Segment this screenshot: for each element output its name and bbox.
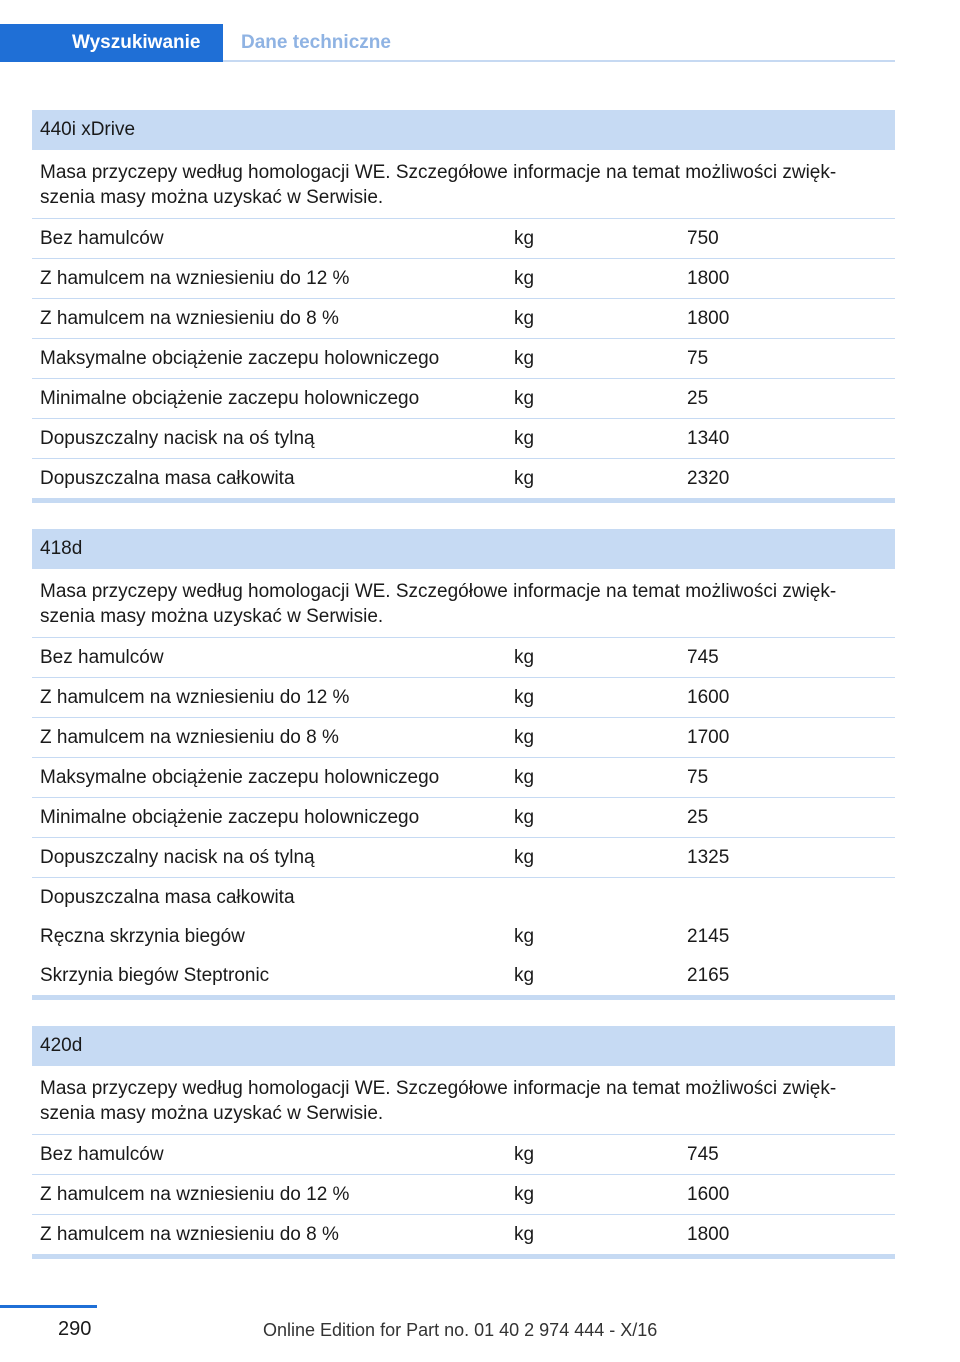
- table-row: [32, 259, 895, 299]
- table-row: [32, 379, 895, 419]
- table-row: [32, 798, 895, 838]
- row-label: Skrzynia biegów Steptronic: [40, 965, 270, 986]
- row-label: Dopuszczalny nacisk na oś tylną: [40, 428, 315, 449]
- table-row: [32, 878, 895, 917]
- row-unit: kg: [514, 687, 535, 708]
- row-label: Z hamulcem na wzniesieniu do 8 %: [40, 1224, 339, 1245]
- row-label: Maksymalne obciążenie zaczepu holowniczego: [40, 348, 440, 369]
- row-unit: kg: [514, 767, 535, 788]
- row-unit: kg: [514, 428, 535, 449]
- row-value: 75: [687, 348, 709, 369]
- row-value: 1600: [687, 687, 730, 708]
- spec-section-420d: [32, 1026, 895, 1259]
- row-value: 2165: [687, 965, 730, 986]
- tab-underline: [223, 60, 895, 62]
- row-value: 1800: [687, 308, 730, 329]
- row-label: Bez hamulców: [40, 228, 164, 249]
- section-title: 418d: [32, 529, 895, 569]
- header-tabs: [0, 24, 895, 62]
- table-row: [32, 299, 895, 339]
- table-row: [32, 1135, 895, 1175]
- row-value: 25: [687, 388, 709, 409]
- section-note: Masa przyczepy według homologacji WE. Szczegółowe informacje na temat możliwości zwięk- szenia masy można uzyskać w Serwisie.: [32, 569, 895, 638]
- table-row: [32, 718, 895, 758]
- row-value: 25: [687, 807, 709, 828]
- row-unit: kg: [514, 1184, 535, 1205]
- row-value: 1800: [687, 268, 730, 289]
- row-unit: kg: [514, 847, 535, 868]
- table-row: [32, 219, 895, 259]
- row-label: Z hamulcem na wzniesieniu do 12 %: [40, 268, 350, 289]
- row-label: Dopuszczalna masa całkowita: [40, 468, 295, 489]
- row-value: 1800: [687, 1224, 730, 1245]
- tab-technical-data[interactable]: Dane techniczne: [241, 32, 391, 53]
- row-label: Bez hamulców: [40, 1144, 164, 1165]
- row-value: 745: [687, 647, 719, 668]
- page-number: 290: [58, 1318, 92, 1340]
- row-label: Ręczna skrzynia biegów: [40, 926, 245, 947]
- table-row: [32, 678, 895, 718]
- row-value: 1325: [687, 847, 730, 868]
- row-label: Maksymalne obciążenie zaczepu holowniczego: [40, 767, 440, 788]
- table-row: [32, 339, 895, 379]
- table-row: [32, 459, 895, 498]
- footer-accent-bar: [0, 1305, 97, 1308]
- row-unit: kg: [514, 1144, 535, 1165]
- table-row: [32, 758, 895, 798]
- row-unit: kg: [514, 348, 535, 369]
- row-label: Minimalne obciążenie zaczepu holowniczego: [40, 807, 420, 828]
- row-value: 745: [687, 1144, 719, 1165]
- table-row: [32, 1215, 895, 1254]
- table-row: [32, 638, 895, 678]
- row-value: 750: [687, 228, 719, 249]
- row-label: Z hamulcem na wzniesieniu do 8 %: [40, 727, 339, 748]
- row-unit: kg: [514, 468, 535, 489]
- row-label: Dopuszczalna masa całkowita: [40, 887, 295, 908]
- row-unit: kg: [514, 228, 535, 249]
- table-row: [32, 956, 895, 995]
- row-value: 1600: [687, 1184, 730, 1205]
- table-row: [32, 419, 895, 459]
- row-unit: kg: [514, 727, 535, 748]
- row-value: 2320: [687, 468, 730, 489]
- section-note: Masa przyczepy według homologacji WE. Szczegółowe informacje na temat możliwości zwięk- szenia masy można uzyskać w Serwisie.: [32, 150, 895, 219]
- row-value: 2145: [687, 926, 730, 947]
- row-value: 1700: [687, 727, 730, 748]
- row-unit: kg: [514, 268, 535, 289]
- row-unit: kg: [514, 647, 535, 668]
- edition-note: Online Edition for Part no. 01 40 2 974 444 - X/16: [263, 1320, 658, 1340]
- table-row: [32, 838, 895, 878]
- spec-section-440i-xdrive: [32, 110, 895, 503]
- section-title: 420d: [32, 1026, 895, 1066]
- row-label: Z hamulcem na wzniesieniu do 12 %: [40, 1184, 350, 1205]
- table-row: [32, 917, 895, 956]
- row-label: Z hamulcem na wzniesieniu do 8 %: [40, 308, 339, 329]
- section-title: 440i xDrive: [32, 110, 895, 150]
- row-label: Minimalne obciążenie zaczepu holowniczego: [40, 388, 420, 409]
- row-unit: kg: [514, 308, 535, 329]
- table-row: [32, 1175, 895, 1215]
- row-value: 75: [687, 767, 709, 788]
- row-unit: kg: [514, 926, 535, 947]
- row-label: Dopuszczalny nacisk na oś tylną: [40, 847, 315, 868]
- row-label: Bez hamulców: [40, 647, 164, 668]
- row-value: 1340: [687, 428, 730, 449]
- row-unit: kg: [514, 965, 535, 986]
- tab-search[interactable]: Wyszukiwanie: [0, 24, 223, 62]
- spec-section-418d: [32, 529, 895, 1000]
- row-label: Z hamulcem na wzniesieniu do 12 %: [40, 687, 350, 708]
- section-note: Masa przyczepy według homologacji WE. Szczegółowe informacje na temat możliwości zwięk- szenia masy można uzyskać w Serwisie.: [32, 1066, 895, 1135]
- row-unit: kg: [514, 388, 535, 409]
- row-unit: kg: [514, 1224, 535, 1245]
- row-unit: kg: [514, 807, 535, 828]
